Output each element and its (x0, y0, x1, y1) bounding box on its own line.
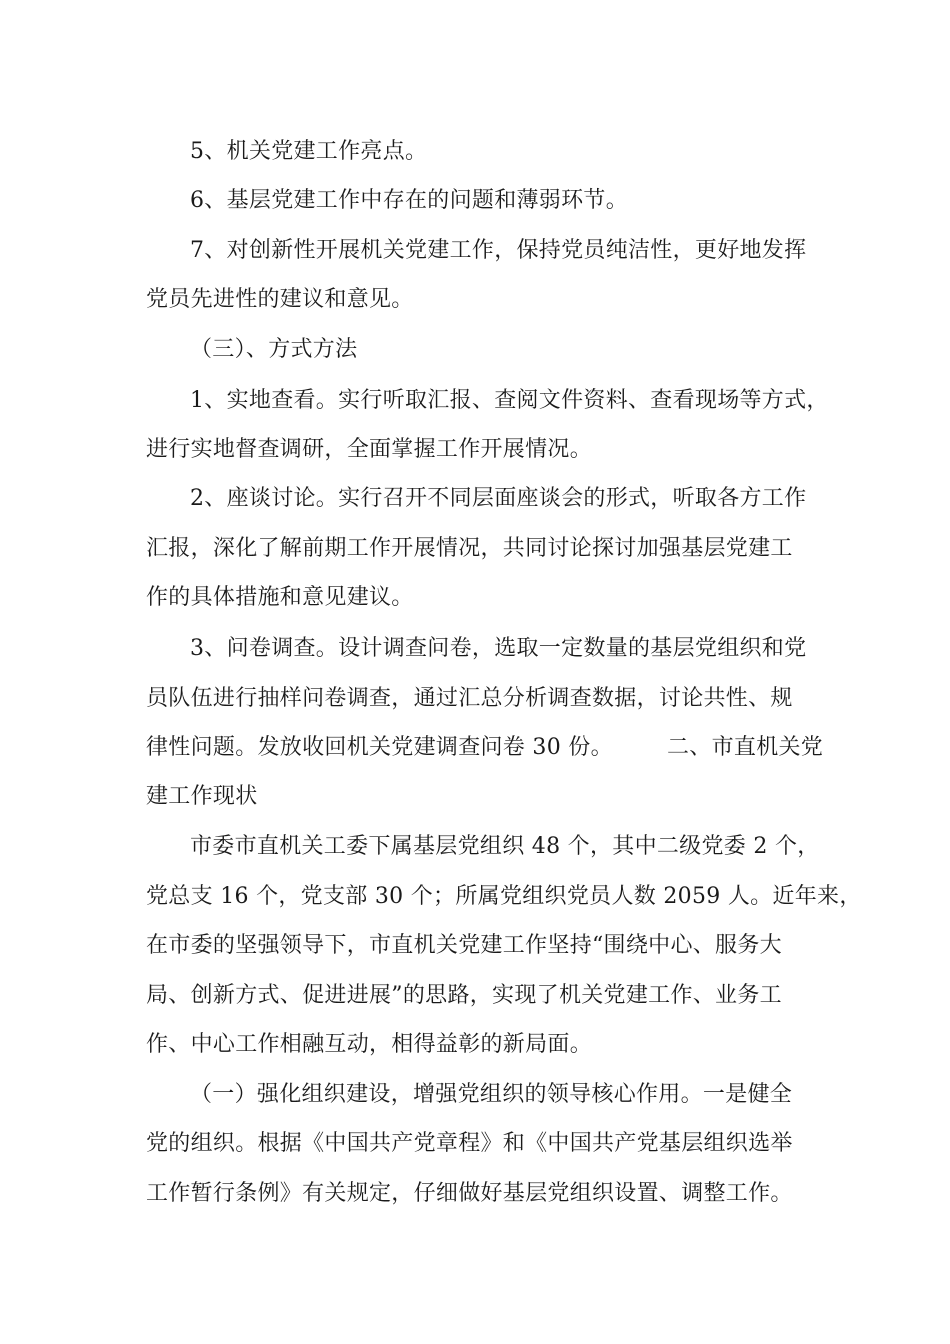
text-line: 6、基层党建工作中存在的问题和薄弱环节。 (190, 188, 628, 213)
section-heading-continued: 建工作现状 (146, 784, 258, 809)
text-line: 工作暂行条例》有关规定，仔细做好基层党组织设置、调整工作。 (146, 1181, 793, 1206)
section-heading: 二、市直机关党 (667, 735, 824, 760)
text-line: 3、问卷调查。设计调查问卷，选取一定数量的基层党组织和党 (190, 636, 807, 661)
text-line: 7、对创新性开展机关党建工作，保持党员纯洁性，更好地发挥 (190, 238, 807, 263)
text-line: 1、实地查看。实行听取汇报、查阅文件资料、查看现场等方式， (190, 388, 829, 413)
text-line: 党员先进性的建议和意见。 (146, 287, 414, 312)
text-line: 作、中心工作相融互动，相得益彰的新局面。 (146, 1032, 593, 1057)
text-line: 员队伍进行抽样问卷调查，通过汇总分析调查数据，讨论共性、规 (146, 686, 793, 711)
text-line: 党的组织。根据《中国共产党章程》和《中国共产党基层组织选举 (146, 1131, 793, 1156)
text-line: 市委市直机关工委下属基层党组织 48 个，其中二级党委 2 个， (190, 834, 820, 859)
text-line: 局、创新方式、促进进展”的思路，实现了机关党建工作、业务工 (146, 983, 782, 1008)
text-line: 5、机关党建工作亮点。 (190, 139, 428, 164)
text-line: 律性问题。发放收回机关党建调查问卷 30 份。 (146, 735, 613, 760)
text-line: 作的具体措施和意见建议。 (146, 585, 414, 610)
text-line: 2、座谈讨论。实行召开不同层面座谈会的形式，听取各方工作 (190, 486, 807, 511)
text-line: 在市委的坚强领导下，市直机关党建工作坚持“围绕中心、服务大 (146, 933, 782, 958)
text-line: 进行实地督查调研，全面掌握工作开展情况。 (146, 437, 593, 462)
section-heading: （三）、方式方法 (190, 337, 358, 362)
text-line: 党总支 16 个，党支部 30 个；所属党组织党员人数 2059 人。近年来， (146, 884, 862, 909)
text-line: 汇报，深化了解前期工作开展情况，共同讨论探讨加强基层党建工 (146, 536, 793, 561)
text-line: （一）强化组织建设，增强党组织的领导核心作用。一是健全 (190, 1082, 793, 1107)
